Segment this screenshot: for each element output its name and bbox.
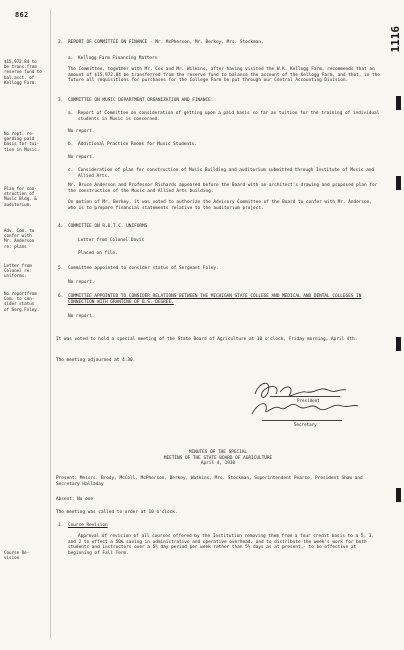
margin-note-advisory-committee: Adv. Com. to confer with Mr. Anderson re: plans [4,228,35,249]
sub-label: b. [68,142,74,147]
paragraph: The meeting adjourned at 4:30. [56,358,136,363]
margin-note-music-tuition: No rept. re- garding paid basis for tui- tion in Music. [4,131,40,152]
sub-text: Report of Committee on consideration of getting upon a paid basis so far as tuition for the training of individual students in Music is concerned. [78,111,380,122]
secretary-label: Secretary [294,422,317,427]
item-heading: COMMITTEE APPOINTED TO CONSIDER RELATIONS BETWEEN THE MICHIGAN STATE COLLEGE AND MEDICAL AND DENTAL COLLEGES IN CONNECTION WITH GRANTING OF B.S. DEGREE. [68,294,362,305]
item-heading: REPORT OF COMMITTEE ON FINANCE - Mr. McPherson, Mr. Berkey, Mrs. Stockman. [68,40,264,45]
president-label: President [297,398,320,403]
report-line: No report. [68,280,95,285]
margin-note-colonel-letter: Letter from Colonel re: uniforms. [4,263,32,279]
item-heading: COMMITTEE ON MUSIC DEPARTMENT ORGANIZATION AND FINANCE. [68,98,214,103]
paragraph: Approval of revision of all courses offered by the Institution removing them from a four credit basis to a 5, 3, and 2 to effect a 50% saving in administrative and operative overhead, and to distribute the week's work for both students and instructors over a 5½ day period per week rather than 5½ days as at present,- to be effective at beginning of Fall Term. [68,534,375,556]
item-number: 6. [58,294,64,299]
report-line: No report. [68,155,95,160]
minutes-heading: MINUTES OF THE SPECIAL MEETING OF THE STATE BOARD OF AGRICULTURE April 4, 1930 [163,450,273,467]
item-heading: Course Revision [68,523,108,528]
sub-text: Additional Practice Rooms for Music Students. [78,142,197,147]
margin-note-foley: No reportfrom Com. to con- sider status of Serg.Foley. [4,291,40,312]
item-heading: Committee appointed to consider status of Sergeant Foley. [68,266,219,271]
paragraph: Placed on file. [78,251,118,256]
report-line: No report. [68,314,95,319]
binder-tab [396,488,401,502]
item-number: 3. [58,98,64,103]
sub-label: a. [68,56,74,61]
margin-rule [50,10,51,638]
item-number: 2. [58,40,64,45]
sub-label: a. [68,111,74,116]
sub-heading: Kellogg Farm Financing Matters [78,56,158,61]
paragraph: On motion of Mr. Berkey, it was voted to authorize the Advisory Committee of the Board to confer with Mr. Anderson, who is to prepare financial statements relative to the auditorium project. [68,200,372,211]
binder-tab [396,176,401,190]
item-number: 5. [58,266,64,271]
margin-note-kellogg: $15,972.84 to be trans.from reserve fund to bal.acct. of Kellogg Farm. [4,59,42,85]
item-heading: COMMITTEE ON R.O.T.C. UNIFORMS [68,224,148,229]
sub-text: Consideration of plan for construction of Music Building and auditorium submitted through Institute of Music and Allied Arts. [78,168,375,179]
called-to-order: The meeting was called to order at 10 o'clock. [56,510,178,515]
paragraph: The Committee, together with Mr. Cox and Mr. Wilkins, after having visited the W.K. Kellogg Farm, recommends that an amount of $15,972.84 be transferred from the reserve fund to balance the account of the Kellogg Farm, and that, in the future all requisitions for purchases for the College Farm be put through our Central Accounting Division. [68,67,380,84]
signature-line [270,396,340,397]
signature-line [262,420,342,421]
paragraph: Mr. Bruce Anderson and Professor Richards appeared before the Board with an architect's drawing and proposed plan for the construction of the Music and Allied Arts building. [68,183,378,194]
item-number: 4. [58,224,64,229]
item-number: 1. [58,523,64,528]
binder-tab [396,337,401,351]
edge-page-mark: 1116 [389,26,402,53]
binder-tab [396,96,401,110]
absent-line: Absent: No one [56,497,94,502]
paragraph: It was voted to hold a special meeting of the State Board of Agriculture at 10 o'clock, Friday morning, April 4th. [56,337,358,342]
page-number: 862 [15,11,29,19]
report-line: No report. [68,129,95,134]
margin-note-course-revision: Course Re- vision [4,550,30,561]
paragraph: Letter from Colonel Davis [78,238,145,243]
sub-label: c. [68,168,74,173]
present-line: Present: Messrs. Brody, McColl, McPherson, Berkey, Watkins, Mrs. Stockman, Superintendent Pearce, President Shaw and Secretary Halladay [56,476,363,487]
margin-note-music-building: Plan for con- struction of Music Bldg. & auditorium. [4,186,37,207]
